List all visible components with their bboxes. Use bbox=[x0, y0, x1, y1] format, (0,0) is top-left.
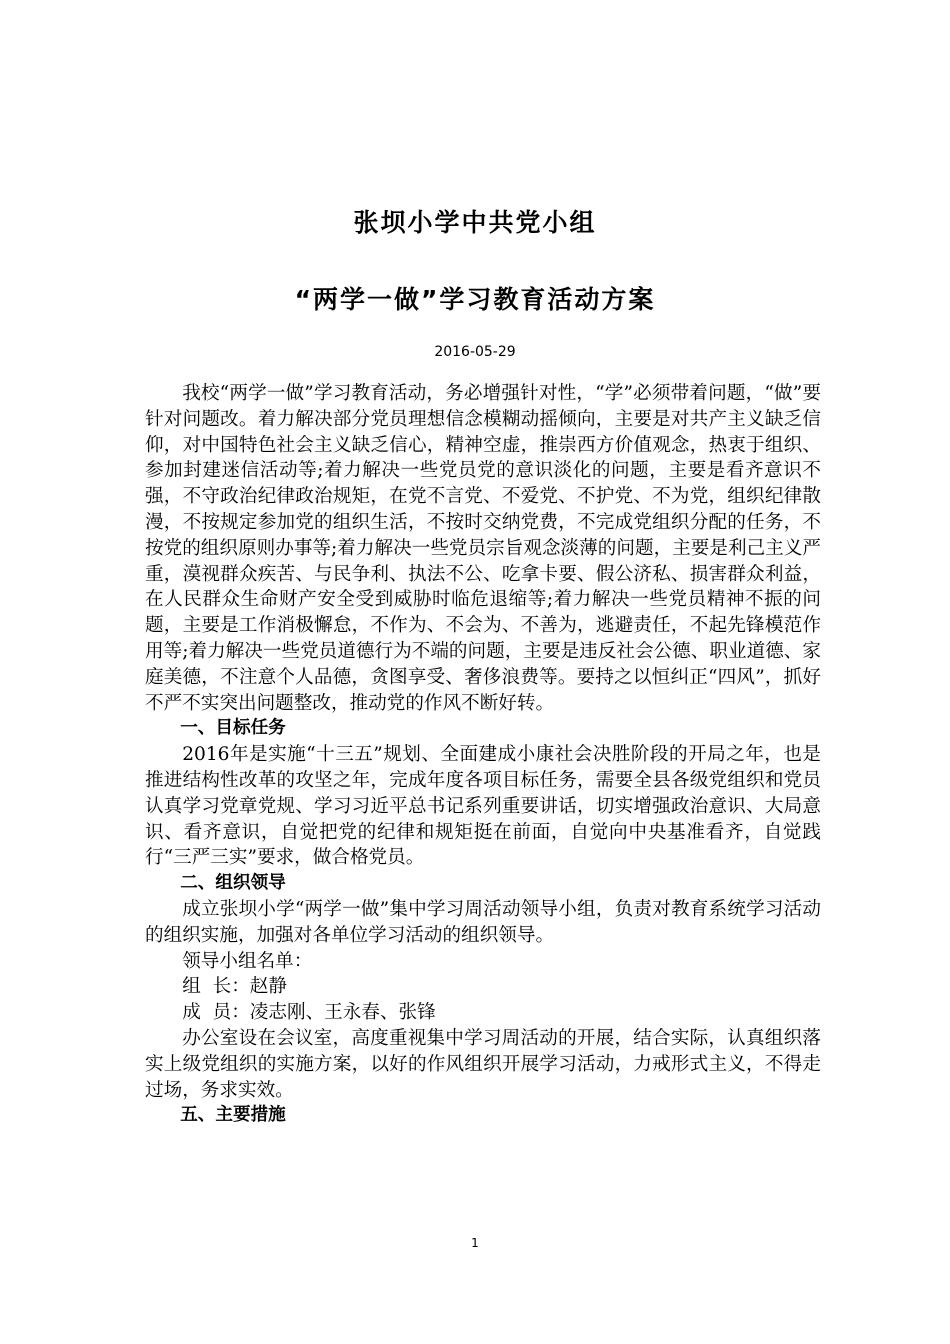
group-leader-line: 组 长：赵静 bbox=[182, 976, 287, 998]
leadership-paragraph: 成立张坝小学“两学一做”集中学习周活动领导小组，负责对教育系统学习活动的组织实施，加强对各单位学习活动的组织领导。 bbox=[145, 898, 821, 946]
group-members-line: 成 员：凌志刚、王永春、张锋 bbox=[182, 1002, 436, 1024]
office-paragraph: 办公室设在会议室，高度重视集中学习周活动的开展，结合实际，认真组织落实上级党组织的实施方案，以好的作风组织开展学习活动，力戒形式主义，不得走过场，务求实效。 bbox=[145, 1027, 821, 1101]
document-body bbox=[145, 381, 821, 1129]
goals-paragraph: 2016年是实施“十三五”规划、全面建成小康社会决胜阶段的开局之年，也是推进结构性改革的攻坚之年，完成年度各项目标任务，需要全县各级党组织和党员认真学习党章党规、学习习近平总书记系列重要讲话，切实增强政治意识、大局意识、看齐意识，自觉把党的纪律和规矩挺在前面，自觉向中央基准看齐，自觉践行“三严三实”要求，做合格党员。 bbox=[145, 744, 821, 869]
document-date: 2016-05-29 bbox=[434, 344, 516, 360]
section-heading-leadership: 二、组织领导 bbox=[180, 873, 286, 894]
document-title: 张坝小学中共党小组 bbox=[353, 208, 597, 237]
document-subtitle: “两学一做”学习教育活动方案 bbox=[294, 285, 656, 314]
section-heading-goals: 一、目标任务 bbox=[180, 718, 286, 739]
intro-paragraph: 我校“两学一做”学习教育活动，务必增强针对性，“学”必须带着问题，“做”要针对问题改。着力解决部分党员理想信念模糊动摇倾向，主要是对共产主义缺乏信仰，对中国特色社会主义缺乏信心，精神空虚，推崇西方价值观念，热衷于组织、参加封建迷信活动等;着力解决一些党员党的意识淡化的问题，主要是看齐意识不强，不守政治纪律政治规矩，在党不言党、不爱党、不护党、不为党，组织纪律散漫，不按规定参加党的组织生活，不按时交纳党费，不完成党组织分配的任务，不按党的组织原则办事等;着力解决一些党员宗旨观念淡薄的问题，主要是利己主义严重，漠视群众疾苦、与民争利、执法不公、吃拿卡要、假公济私、损害群众利益，在人民群众生命财产安全受到威胁时临危退缩等;着力解决一些党员精神不振的问题，主要是工作消极懈怠，不作为、不会为、不善为，逃避责任，不起先锋模范作用等;着力解决一些党员道德行为不端的问题，主要是违反社会公德、职业道德、家庭美德，不注意个人品德，贪图享受、奢侈浪费等。要持之以恒纠正“四风”，抓好不严不实突出问题整改，推动党的作风不断好转。 bbox=[145, 383, 821, 714]
page-number: 1 bbox=[471, 1236, 479, 1250]
section-heading-measures: 五、主要措施 bbox=[180, 1105, 286, 1126]
leader-list-label: 领导小组名单： bbox=[182, 950, 313, 972]
